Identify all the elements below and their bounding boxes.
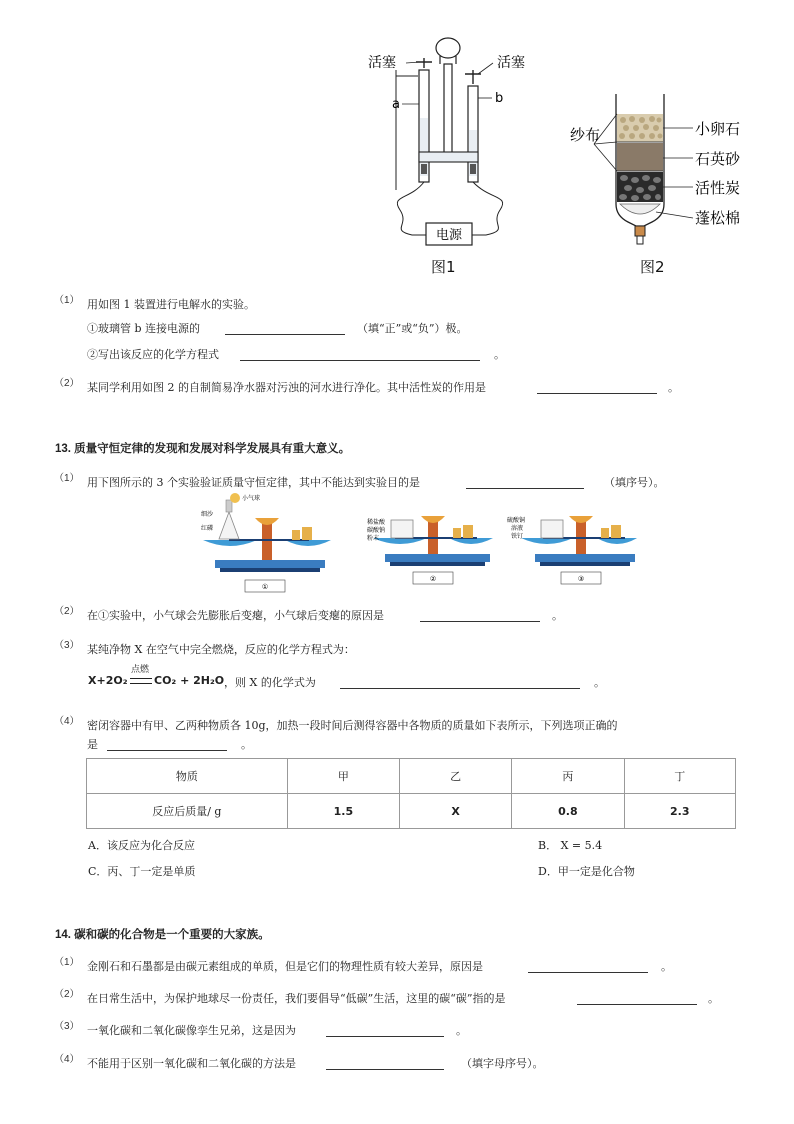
answer-blank[interactable] [326,1068,444,1070]
option-b[interactable]: B． X = 5.4 [538,839,603,852]
solution-label: 溶液 [511,525,524,532]
answer-blank[interactable] [528,971,648,973]
answer-blank[interactable] [326,1035,444,1037]
figure-2-label: 图2 [640,258,665,276]
table-header-cell: 乙 [400,759,512,794]
experiment-3-copper-sulfate [507,516,637,584]
sodium-carbonate-label: 碳酸钠 [367,527,386,534]
tube-b-label: b [495,91,504,106]
table-cell: 0.8 [512,794,624,829]
hydrochloric-acid-label: 稀盐酸 [367,519,386,526]
question-text: 。 [456,1024,467,1037]
tube-a-label: a [392,97,400,112]
question-text: 。 [661,960,672,973]
question-number: （4） [54,716,80,727]
power-source-label: 电源 [435,228,463,243]
question-number: （4） [54,1054,80,1065]
question-text: 一氧化碳和二氧化碳像孪生兄弟，这是因为 [87,1024,296,1037]
question-text: ②写出该反应的化学方程式 [87,348,219,361]
experiment-1-number: ① [261,583,269,591]
equals-sign [130,678,152,684]
figure-1-electrolysis-apparatus [360,30,550,280]
figure-1-label: 图1 [431,258,456,276]
equation-right: CO₂ + 2H₂O [154,674,225,687]
powder-label: 粉末 [367,535,380,542]
question-number: （2） [54,378,80,389]
answer-blank[interactable] [225,333,345,335]
question-text: 不能用于区别一氧化碳和二氧化碳的方法是 [87,1057,296,1070]
question-text: 。 [594,676,605,689]
layer-label-quartz-sand: 石英砂 [695,150,741,168]
answer-blank[interactable] [340,687,580,689]
phosphorus-label: 红磷 [201,525,214,532]
layer-label-cotton: 蓬松棉 [695,209,741,227]
stopcock-right-label: 活塞 [497,55,525,71]
question-stem: 用如图 1 装置进行电解水的实验。 [87,298,255,311]
answer-blank[interactable] [240,359,480,361]
mass-table [86,758,736,829]
question-text: ①玻璃管 b 连接电源的 [87,322,201,335]
experiment-3-number: ③ [577,575,585,583]
question-text: 。 [552,609,563,622]
question-heading: 13. 质量守恒定律的发现和发展对科学发展具有重大意义。 [55,443,351,455]
question-text: （填“正”或“负”）极。 [357,322,468,335]
reaction-condition: 点燃 [131,665,150,675]
copper-sulfate-label: 硫酸铜 [507,517,526,524]
answer-blank[interactable] [466,487,584,489]
answer-blank[interactable] [577,1003,697,1005]
option-a[interactable]: A．该反应为化合反应 [88,839,195,852]
question-text: 。 [708,992,719,1005]
layer-label-activated-carbon: 活性炭 [695,179,741,197]
balloon-label: 小气球 [242,495,261,502]
stopcock-left-label: 活塞 [368,55,396,71]
figure-2-water-purifier [566,92,766,252]
layer-label-pebbles: 小卵石 [695,120,741,138]
question-text: 。 [668,381,679,394]
question-text: 。 [494,348,505,361]
option-c[interactable]: C．丙、丁一定是单质 [88,865,196,878]
question-number: （3） [54,640,80,651]
table-cell: 2.3 [624,794,735,829]
question-text: ，则 X 的化学式为 [224,676,316,689]
mass-conservation-experiments [195,492,645,597]
table-cell: 反应后质量/ g [87,794,288,829]
answer-blank[interactable] [420,620,540,622]
question-number: （1） [54,295,80,306]
gauze-label: 纱布 [570,126,601,144]
question-text: 某同学利用如图 2 的自制简易净水器对污浊的河水进行净化。其中活性炭的作用是 [87,381,486,394]
question-number: （2） [54,606,80,617]
question-text: 用下图所示的 3 个实验验证质量守恒定律，其中不能达到实验目的是 [87,476,420,489]
iron-nail-label: 铁钉 [511,533,524,540]
question-number: （1） [54,957,80,968]
answer-blank[interactable] [537,392,657,394]
question-number: （2） [54,989,80,1000]
experiment-1-red-phosphorus [201,493,331,592]
question-text: 在日常生活中，为保护地球尽一份责任，我们要倡导“低碳”生活，这里的碳“碳”指的是 [87,992,506,1005]
answer-blank[interactable] [107,749,227,751]
experiment-2-sodium-carbonate [367,516,493,584]
table-header-cell: 物质 [87,759,288,794]
question-heading: 14. 碳和碳的化合物是一个重要的大家族。 [55,929,270,941]
option-d[interactable]: D．甲一定是化合物 [538,865,635,878]
question-text: 。 [241,738,252,751]
question-text: 在①实验中，小气球会先膨胀后变瘪，小气球后变瘪的原因是 [87,609,384,622]
question-stem: 密闭容器中有甲、乙两种物质各 10g，加热一段时间后测得容器中各物质的质量如下表所示，下列选项正确的 [87,719,618,732]
table-header-row [87,759,736,794]
question-stem: 某纯净物 X 在空气中完全燃烧，反应的化学方程式为： [87,643,355,656]
question-text: （填序号）。 [604,476,665,489]
question-text: （填字母序号）。 [461,1057,544,1070]
question-number: （3） [54,1021,80,1032]
table-cell: X [400,794,512,829]
experiment-2-number: ② [429,575,437,583]
table-header-cell: 丙 [512,759,624,794]
table-row [87,794,736,829]
equation-left: X+2O₂ [88,674,128,687]
table-cell: 1.5 [287,794,399,829]
table-header-cell: 丁 [624,759,735,794]
table-header-cell: 甲 [287,759,399,794]
question-text: 金刚石和石墨都是由碳元素组成的单质，但是它们的物理性质有较大差异，原因是 [87,960,483,973]
question-text: 是 [87,738,98,751]
sand-label: 细沙 [201,511,214,518]
question-number: （1） [54,473,80,484]
